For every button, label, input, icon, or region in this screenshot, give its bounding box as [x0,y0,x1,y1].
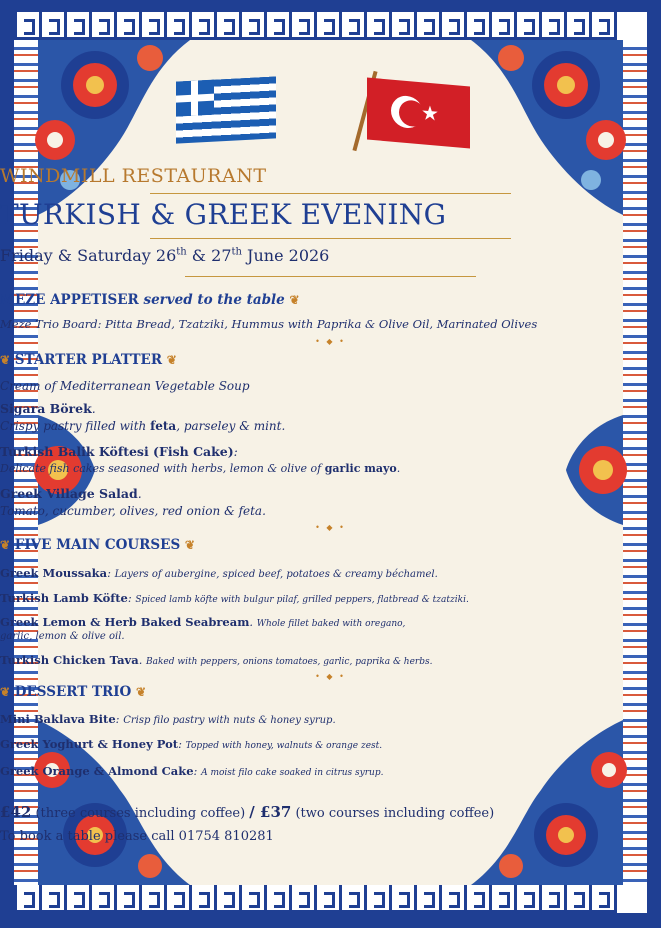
dessert-1: Mini Baklava Bite: Crisp filo pastry with nuts & honey syrup. [0,712,336,726]
booking-info: To book a table please call 01754 810281 [0,829,274,844]
main-course-3-desc-cont: garlic, lemon & olive oil. [0,631,125,642]
main-course-1: Greek Moussaka: Layers of aubergine, spiced beef, potatoes & creamy béchamel. [0,566,438,580]
date-rule [185,276,476,277]
event-date: Friday & Saturday 26th & 27th June 2026 [0,246,330,265]
header-rule-top [150,193,511,194]
starter-item-2-name: Turkish Balik Köftesi (Fish Cake): [0,444,238,459]
dessert-section-title: ❦ DESSERT TRIO ❦ [0,684,147,700]
greek-flag-icon [176,76,276,143]
dessert-3: Greek Orange & Almond Cake: A moist filo cake soaked in citrus syrup. [0,764,384,778]
pricing-line: £42 (three courses including coffee) / £37 (two courses including coffee) [0,803,495,821]
starter-section-title: ❦ STARTER PLATTER ❦ [0,352,177,368]
meze-description: Meze Trio Board: Pitta Bread, Tzatziki, Hummus with Paprika & Olive Oil, Marinated Olives [0,317,538,331]
starter-item-3-desc: Tomato, cucumber, olives, red onion & feta. [0,504,266,518]
ornament-divider: • ◆ • [315,523,346,532]
header-rule-bottom [150,238,511,239]
main-course-3: Greek Lemon & Herb Baked Seabream. Whole fillet baked with oregano, [0,615,406,629]
mains-section-title: ❦ FIVE MAIN COURSES ❦ [0,537,195,553]
turkish-flag-icon: ★ [367,77,470,148]
dessert-2: Greek Yoghurt & Honey Pot: Topped with honey, walnuts & orange zest. [0,737,383,751]
starter-item-3-name: Greek Village Salad. [0,486,142,501]
event-title: TURKISH & GREEK EVENING [0,198,447,231]
main-course-2: Turkish Lamb Köfte: Spiced lamb köfte with bulgur pilaf, grilled peppers, flatbread & tzatziki. [0,591,469,605]
starter-item-1-desc: Crispy pastry filled with feta, parseley & mint. [0,419,286,433]
ornament-divider: • ◆ • [315,337,346,346]
restaurant-name: WINDMILL RESTAURANT [0,165,267,187]
starter-item-2-desc: Delicate fish cakes seasoned with herbs, lemon & olive of garlic mayo. [0,462,401,475]
main-course-4: Turkish Chicken Tava. Baked with peppers, onions tomatoes, garlic, paprika & herbs. [0,653,433,667]
ornament-divider: • ◆ • [315,672,346,681]
starter-item-1-name: Sigara Börek. [0,401,96,416]
leaf-icon: ❦ [289,293,300,307]
meze-section-title: MEZE APPETISER served to the table ❦ [0,292,300,308]
starter-soup: Cream of Mediterranean Vegetable Soup [0,379,250,393]
greek-key-border-bottom [14,885,647,913]
